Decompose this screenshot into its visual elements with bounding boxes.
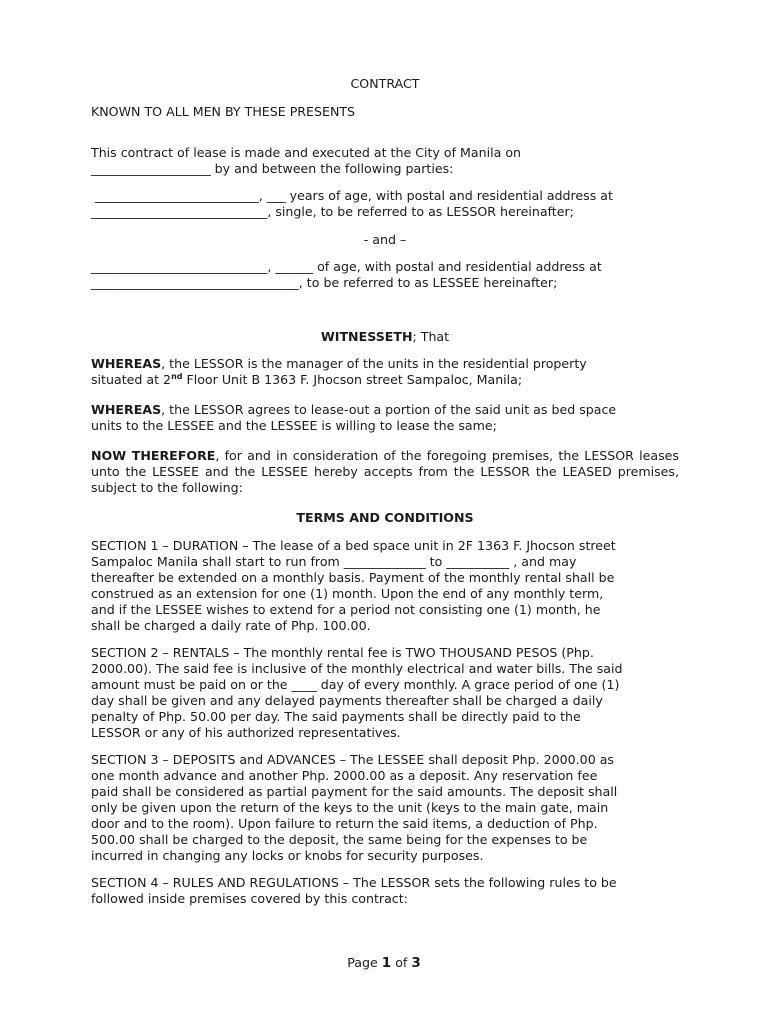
now-therefore-paragraph: NOW THEREFORE, for and in consideration of the foregoing premises, the LESSOR leases unto the LESSEE and the LESSEE hereby accepts from the LESSOR the LEASED premises, subject to the following: (91, 448, 679, 495)
and-separator: - and – (363, 232, 407, 247)
witnesseth-heading: WITNESSETH; That (320, 329, 450, 344)
document-title: CONTRACT (350, 76, 420, 91)
lessor-paragraph: __________________________, ___ years of age, with postal and residential address at ____________________________, single, to be referred to as LESSOR hereinafter; (91, 188, 613, 219)
page-label: Page (347, 955, 378, 970)
whereas-paragraph-2: WHEREAS, the LESSOR agrees to lease-out a portion of the said unit as bed space units to the LESSEE and the LESSEE is willing to lease the same; (91, 402, 617, 433)
whereas-paragraph-1: WHEREAS, the LESSOR is the manager of the units in the residential property situated at 2nd Floor Unit B 1363 F. Jhocson street Sampaloc, Manila; (91, 356, 587, 387)
page-footer (0, 955, 768, 971)
section-4: SECTION 4 – RULES AND REGULATIONS – The LESSOR sets the following rules to be followed inside premises covered by this contract: (91, 875, 617, 906)
lessee-paragraph: ____________________________, ______ of age, with postal and residential address at _________________________________, to be referred to as LESSEE hereinafter; (91, 259, 602, 290)
of-label: of (395, 955, 408, 970)
section-1: SECTION 1 – DURATION – The lease of a bed space unit in 2F 1363 F. Jhocson street Sampaloc Manila shall start to run from _____________ to __________ , and may thereafter be extended on a monthly basis. Payment of the monthly rental shall be construed as an extension for one (1) month. Upon the end of any monthly term, and if the LESSEE wishes to extend for a period not consisting one (1) month, he shall be charged a daily rate of Php. 100.00. (91, 538, 616, 633)
intro-paragraph: This contract of lease is made and executed at the City of Manila on ___________________ by and between the following parties: (91, 145, 522, 176)
total-pages-number: 3 (411, 955, 421, 971)
terms-heading: TERMS AND CONDITIONS (296, 510, 474, 525)
section-2: SECTION 2 – RENTALS – The monthly rental fee is TWO THOUSAND PESOS (Php. 2000.00). The said fee is inclusive of the monthly electrical and water bills. The said amount must be paid on or the ____ day of every monthly. A grace period of one (1) day shall be given and any delayed payments thereafter shall be charged a daily penalty of Php. 50.00 per day. The said payments shall be directly paid to the LESSOR or any of his authorized representatives. (91, 645, 623, 740)
section-3: SECTION 3 – DEPOSITS and ADVANCES – The LESSEE shall deposit Php. 2000.00 as one month advance and another Php. 2000.00 as a deposit. Any reservation fee paid shall be considered as partial payment for the said amounts. The deposit shall only be given upon the return of the keys to the unit (keys to the main gate, main door and to the room). Upon failure to return the said items, a deduction of Php. 500.00 shall be charged to the deposit, the same being for the expenses to be incurred in changing any locks or knobs for security purposes. (91, 752, 618, 863)
current-page-number: 1 (381, 955, 392, 971)
document-page (91, 76, 679, 907)
known-heading: KNOWN TO ALL MEN BY THESE PRESENTS (91, 104, 356, 119)
